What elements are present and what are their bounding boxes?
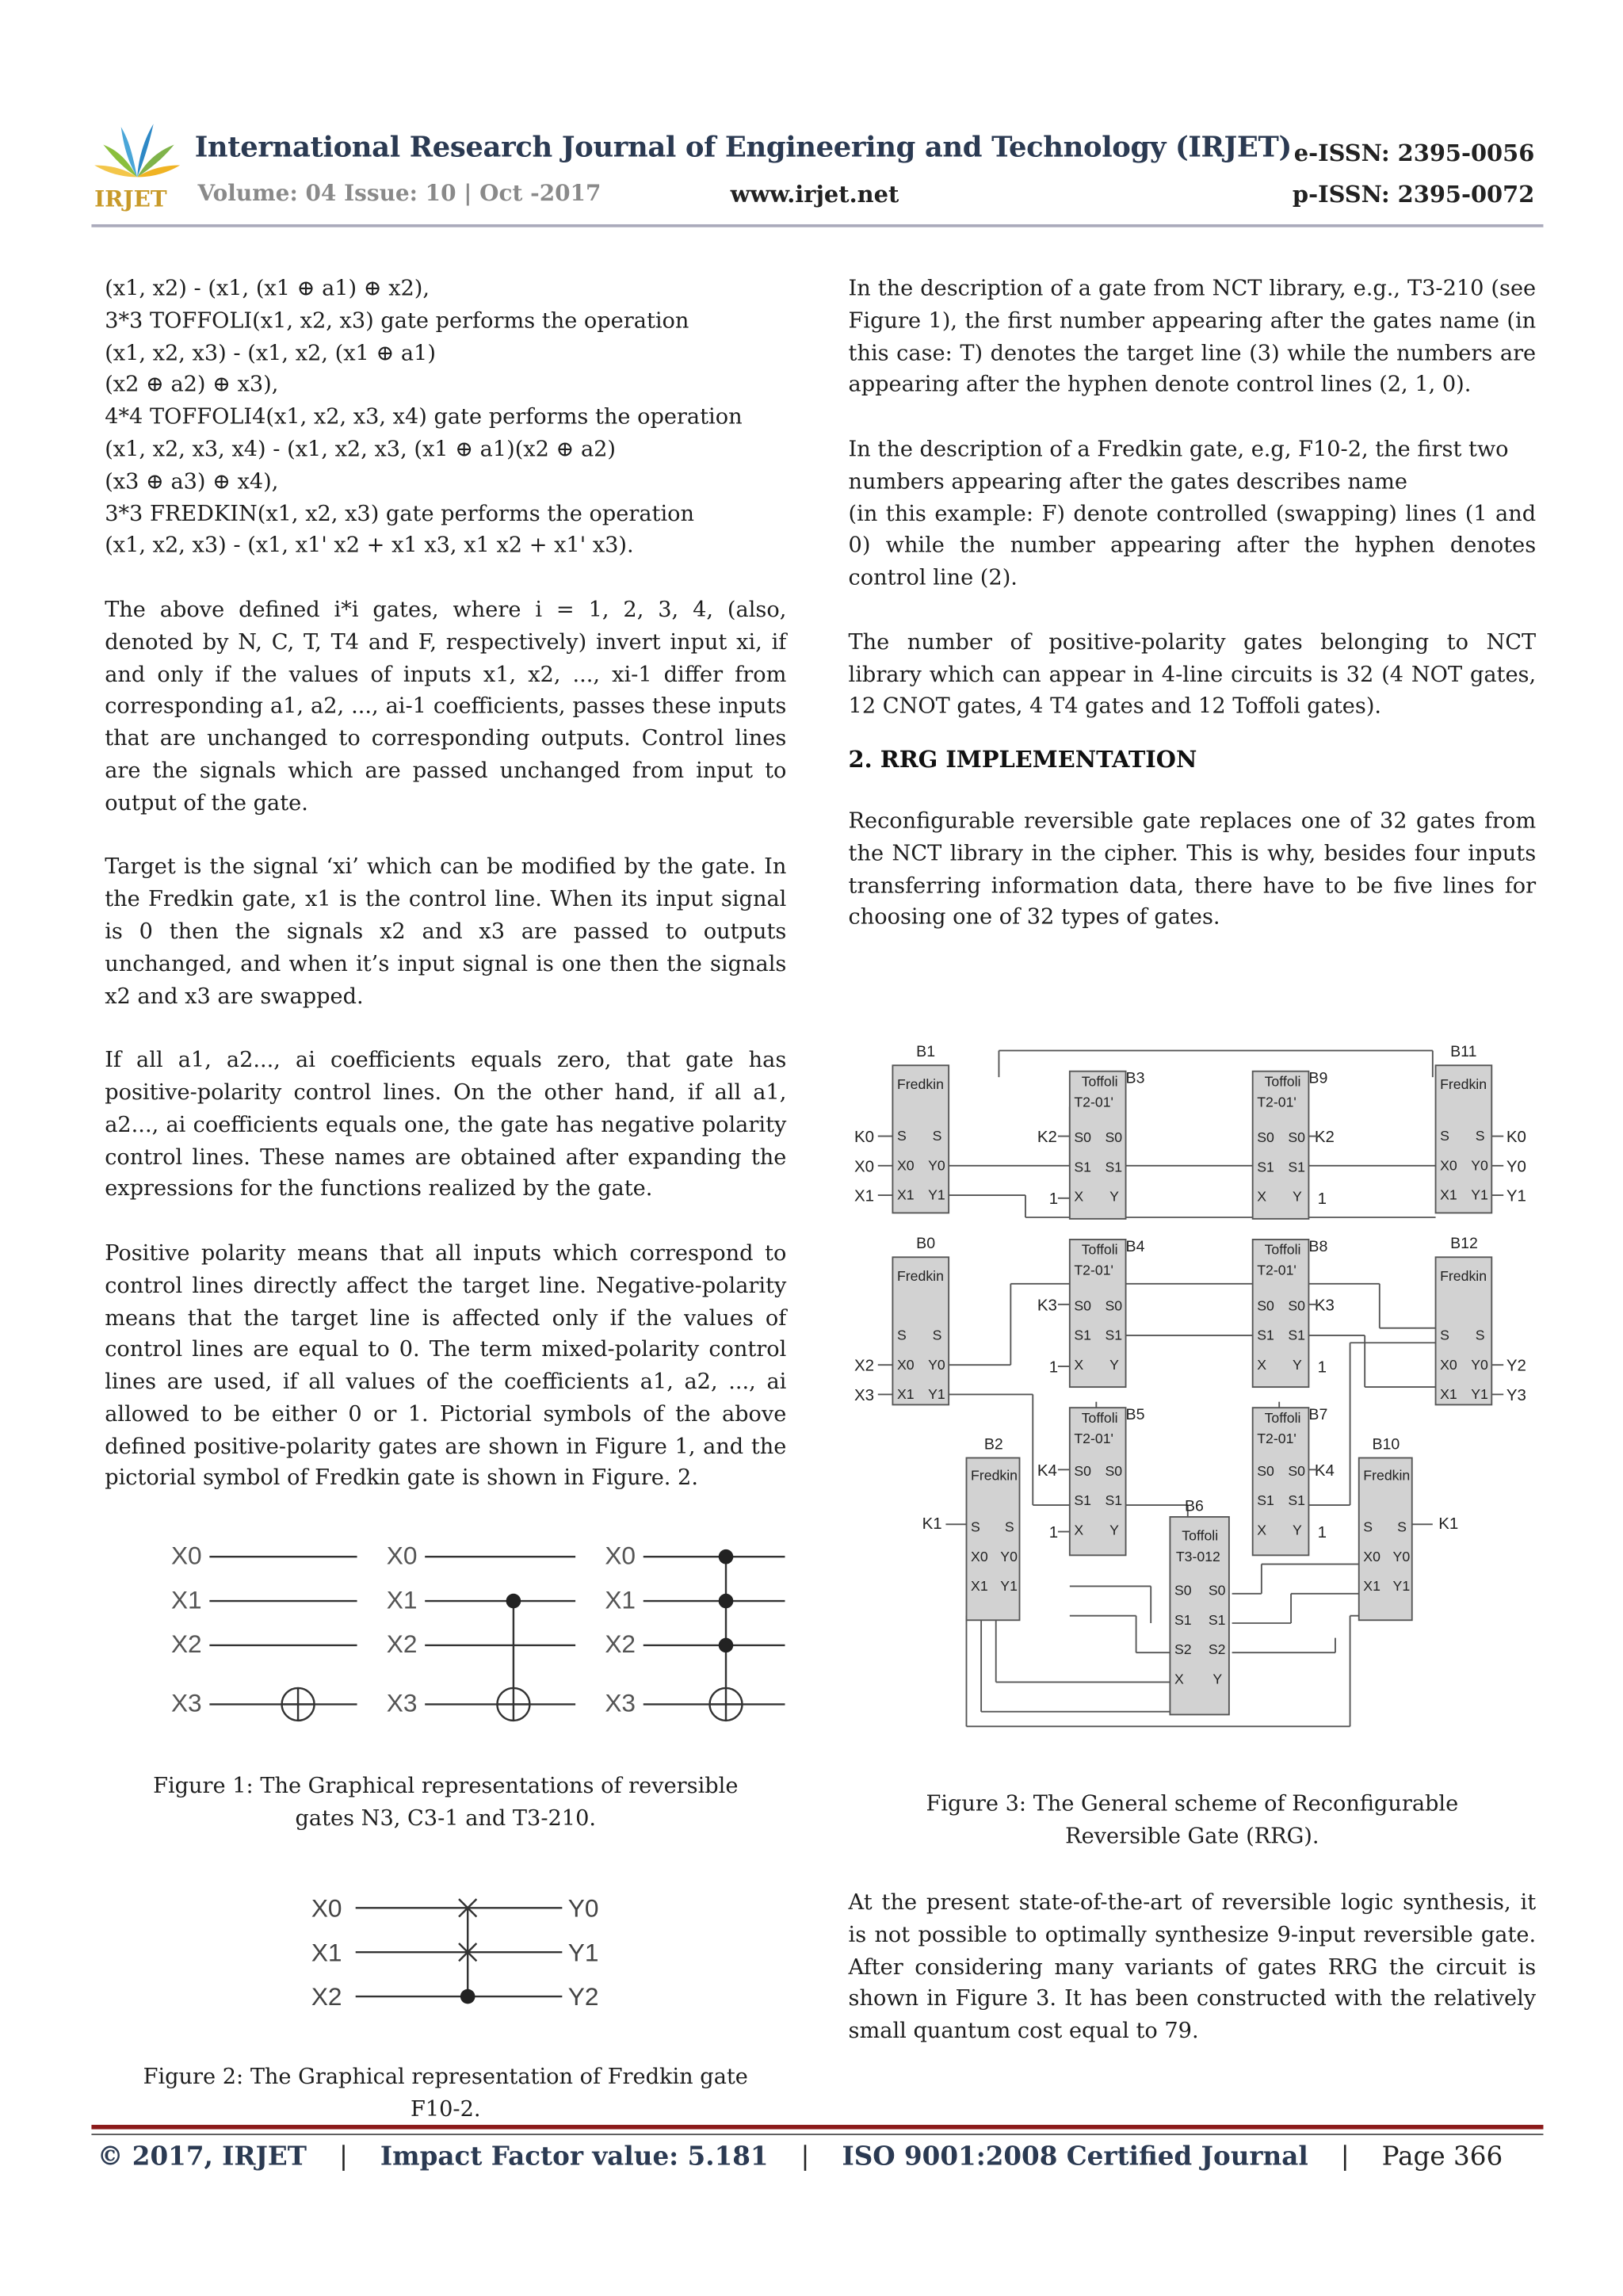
port: X1 [1363,1578,1381,1595]
block-title: Fredkin [896,1076,944,1093]
fig1-label: X2 [170,1629,202,1659]
port: Y0 [1471,1157,1488,1174]
fig1-label: X1 [170,1585,202,1614]
port: S1 [1074,1327,1092,1343]
port: Y [1109,1522,1119,1538]
paragraph: Target is the signal ‘xi’ which can be modified by the gate. In the Fredkin gate, x1 is the control line. When its input signal is 0 then the signals x2 and x3 are passed to outputs unchanged, and when it’s input signal is one then the signals x2 and x3 are swapped. [105,854,787,1009]
port: X [1074,1522,1084,1538]
paragraph: At the present state-of-the-art of reversible logic synthesis, it is not possible to optimally synthesize 9-input reversible gate. After considering many variants of gates RRG the circuit is shown in Figure 3. It has been constructed with the relatively small quantum cost equal to 79. [848,1889,1537,2044]
port: S0 [1105,1129,1123,1146]
e-issn: e-ISSN: 2395-0056 [1293,139,1535,167]
port: Y0 [1392,1548,1411,1564]
port: Y0 [928,1356,945,1373]
fig1-label: X1 [386,1585,418,1614]
block-label: B10 [1372,1435,1400,1454]
paragraph: Reconfigurable reversible gate replaces one of 32 gates from the NCT library in the cipher. This is why, besides four inputs transferring information data, there have to be five lines for choosing one of 32 types of gates. [848,808,1537,930]
right-column-bottom [849,1887,1537,2048]
block-b0-fredkin [854,1235,949,1404]
port: S2 [1208,1641,1226,1658]
port: S0 [1288,1129,1305,1146]
block-subtitle: T2-01' [1074,1094,1113,1110]
figure-3-rrg-scheme [849,1033,1542,1741]
equation-line: 4*4 TOFFOLI4(x1, x2, x3, x4) gate performs the operation [105,404,743,430]
block-label: B6 [1185,1497,1204,1515]
block-label: B12 [1450,1235,1478,1253]
paragraph: The above defined i*i gates, where i = 1, 2, 3, 4, (also, denoted by N, C, T, T4 and F, respectively) invert input xi, if and only if the values of inputs x1, x2, ..., xi-1 differ from corresponding a1, a2, ..., ai-1 coefficients, passes these inputs that are unchanged to corresponding outputs. Control lines are the signals which are passed unchanged from input to output of the gate. [105,597,787,816]
equation-line: (x1, x2, x3) - (x1, x2, (x1 ⊕ a1) [105,340,436,365]
header-divider [91,224,1543,227]
left-column [105,273,786,1495]
signal-label: 1 [1317,1358,1327,1377]
block-title: Fredkin [1440,1268,1487,1285]
port: X [1257,1188,1267,1205]
port: S0 [1288,1462,1305,1479]
caption-line: gates N3, C3-1 and T3-210. [295,1805,597,1832]
port: S [1004,1519,1014,1535]
port: Y0 [928,1157,945,1174]
port: S1 [1105,1327,1123,1343]
fig1-label: X0 [605,1541,636,1570]
port: S0 [1074,1297,1092,1314]
port: X0 [971,1548,988,1564]
port: X [1257,1522,1267,1538]
equation-line: (x1, x2, x3) - (x1, x1' x2 + x1 x3, x1 x2 + x1' x3). [105,533,634,559]
port: X1 [896,1386,915,1403]
signal-label: K4 [1314,1461,1335,1480]
port: X0 [1440,1356,1457,1373]
port: S1 [1074,1159,1092,1175]
block-subtitle: T2-01' [1257,1262,1296,1278]
port: S1 [1288,1492,1305,1509]
figure-3-caption [849,1789,1537,1853]
figure-1-diagram [162,1534,789,1733]
signal-label: K0 [854,1128,875,1147]
signal-label: K1 [922,1514,942,1533]
fig1-label: X2 [386,1629,418,1659]
block-b12-fredkin [1436,1235,1526,1404]
port: S0 [1174,1582,1192,1599]
port: S0 [1257,1129,1274,1146]
block-b2-fredkin [922,1435,1020,1620]
block-subtitle: T3-012 [1175,1548,1220,1564]
port: S [971,1519,980,1535]
block-title: Toffoli [1264,1073,1301,1090]
signal-label: 1 [1317,1190,1327,1209]
port: Y1 [928,1386,945,1403]
footer-divider [91,2125,1543,2130]
port: S [896,1327,907,1343]
fig1-label: X2 [605,1629,636,1659]
paragraph: If all a1, a2..., ai coefficients equals zero, that gate has positive-polarity control lines. On the other hand, if all a1, a2..., ai coefficients equals one, the gate has negative polarity control lines. These names are obtained after expanding the expressions for the functions realized by the gate. [105,1048,787,1202]
paragraph: The number of positive-polarity gates belonging to NCT library which can appear in 4-line circuits is 32 (4 NOT gates, 12 CNOT gates, 4 T4 gates and 12 Toffoli gates). [848,629,1537,720]
equation-line: (x3 ⊕ a3) ⊕ x4), [105,468,279,495]
fig1-label: X3 [605,1688,636,1717]
port: X [1257,1356,1267,1373]
port: S [896,1128,907,1144]
block-label: B5 [1125,1406,1145,1424]
signal-label: K3 [1037,1296,1057,1315]
block-title: Fredkin [1440,1076,1487,1093]
block-b8-toffoli [1253,1238,1335,1387]
block-b1-fredkin [854,1043,949,1213]
figure-2-diagram [303,1881,628,2022]
paragraph: Positive polarity means that all inputs which correspond to control lines directly affect the target line. Negative-polarity means that the target line is affected only if the values of control lines are equal to 0. The term mixed-polarity control lines are used, if all values of the coefficients a1, a2, ..., ai allowed to be either 0 or 1. Pictorial symbols of the above defined positive-polarity gates are shown in Figure 1, and the pictorial symbol of Fredkin gate is shown in Figure. 2. [105,1240,787,1492]
signal-label: X1 [854,1186,875,1205]
signal-label: X3 [854,1385,875,1404]
block-label: B7 [1308,1406,1328,1424]
port: X [1074,1188,1084,1205]
signal-label: Y2 [1506,1356,1526,1375]
footer-impact-factor: Impact Factor value: 5.181 [380,2142,769,2172]
journal-website: www.irjet.net [730,180,899,208]
signal-label: K2 [1314,1128,1335,1147]
fig1-label: X3 [386,1688,418,1717]
fig1-label: X3 [170,1688,202,1717]
signal-label: K1 [1438,1514,1459,1533]
block-b11-fredkin [1436,1043,1526,1213]
equation-line: 3*3 TOFFOLI(x1, x2, x3) gate performs the operation [105,308,689,334]
port: Y [1109,1188,1119,1205]
port: Y [1292,1522,1302,1538]
port: X1 [971,1578,988,1595]
fig2-out-label: Y2 [567,1982,599,2011]
block-title: Toffoli [1081,1241,1118,1258]
paragraph: (in this example: F) denote controlled (swapping) lines (1 and 0) while the number appearing after the hyphen denotes control line (2). [848,501,1537,591]
port: S0 [1288,1297,1305,1314]
signal-label: Y0 [1506,1157,1526,1176]
fig2-in-label: X1 [311,1938,342,1967]
equation-line: (x1, x2) - (x1, (x1 ⊕ a1) ⊕ x2), [105,276,430,301]
footer-divider [91,2134,1543,2135]
port: Y [1212,1671,1223,1687]
block-subtitle: T2-01' [1257,1430,1296,1446]
section-heading: 2. RRG IMPLEMENTATION [848,745,1197,774]
port: S1 [1288,1159,1305,1175]
journal-title: International Research Journal of Engineering and Technology (IRJET) [194,131,1292,164]
signal-label: X2 [854,1356,875,1375]
port: X [1174,1671,1184,1687]
caption-line: Figure 2: The Graphical representation of Fredkin gate [143,2064,748,2090]
port: S [1397,1519,1407,1535]
port: S [1363,1519,1373,1535]
port: X0 [896,1157,915,1174]
port: X [1074,1356,1084,1373]
logo-text: IRJET [94,185,167,212]
block-label: B2 [983,1435,1003,1454]
port: S0 [1257,1462,1274,1479]
footer-copyright: © 2017, IRJET [97,2142,307,2172]
port: S0 [1105,1462,1123,1479]
footer-iso: ISO 9001:2008 Certified Journal [842,2142,1308,2172]
equation-line: 3*3 FREDKIN(x1, x2, x3) gate performs the operation [105,501,695,526]
caption-line: F10-2. [410,2096,481,2122]
paragraph: In the description of a gate from NCT library, e.g., T3-210 (see Figure 1), the first number appearing after the gates name (in this case: T) denotes the target line (3) while the numbers are appearing after the hyphen denote control lines (2, 1, 0). [848,276,1537,398]
port: S1 [1074,1492,1092,1509]
port: S [932,1327,942,1343]
block-b5-toffoli [1037,1406,1145,1555]
port: Y1 [928,1186,945,1203]
port: S1 [1208,1611,1226,1628]
port: S [1475,1327,1485,1343]
block-subtitle: T2-01' [1074,1430,1113,1446]
port: Y1 [1471,1386,1488,1403]
block-label: B9 [1308,1069,1328,1087]
paragraph: In the description of a Fredkin gate, e.g, F10-2, the first two numbers appearing after the gates describes name [848,437,1509,495]
port: S [1475,1128,1485,1144]
caption-line: Figure 1: The Graphical representations of reversible [153,1773,739,1799]
block-label: B0 [916,1235,936,1253]
caption-line: Reversible Gate (RRG). [1065,1823,1319,1849]
block-label: B1 [916,1043,936,1061]
port: X1 [1440,1386,1457,1403]
right-column [849,273,1537,934]
page-number: Page 366 [1381,2142,1503,2172]
port: Y1 [1392,1578,1411,1595]
port: S0 [1257,1297,1274,1314]
equation-line: (x1, x2, x3, x4) - (x1, x2, x3, (x1 ⊕ a1)(x2 ⊕ a2) [105,437,617,462]
port: S0 [1074,1129,1092,1146]
signal-label: X0 [854,1157,875,1176]
block-title: Fredkin [896,1268,944,1285]
equation-line: (x2 ⊕ a2) ⊕ x3), [105,372,279,398]
signal-label: Y1 [1506,1186,1526,1205]
block-label: B4 [1125,1237,1145,1255]
port: S0 [1208,1582,1226,1599]
signal-label: Y3 [1506,1385,1526,1404]
block-b3-toffoli [1037,1070,1145,1219]
block-label: B8 [1308,1237,1328,1255]
block-title: Fredkin [1363,1467,1411,1484]
figure-2-caption [105,2061,786,2126]
port: S0 [1105,1297,1123,1314]
signal-label: K4 [1037,1461,1057,1480]
signal-label: K2 [1037,1128,1057,1147]
block-title: Toffoli [1264,1241,1301,1258]
fig1-label: X0 [170,1541,202,1570]
irjet-logo [91,118,182,216]
port: X0 [896,1356,915,1373]
port: Y1 [1471,1186,1488,1203]
fig1-label: X1 [605,1585,636,1614]
block-label: B11 [1450,1043,1477,1061]
caption-line: Figure 3: The General scheme of Reconfigurable [926,1791,1459,1817]
port: S [932,1128,942,1144]
port: Y [1109,1356,1119,1373]
fig2-in-label: X2 [311,1982,342,2011]
signal-label: K0 [1506,1128,1526,1147]
fig2-out-label: Y1 [567,1938,599,1967]
signal-label: K3 [1314,1296,1335,1315]
port: X1 [1440,1186,1457,1203]
port: Y [1292,1188,1302,1205]
port: S [1440,1327,1449,1343]
block-b6-toffoli [1170,1498,1228,1715]
signal-label: 1 [1048,1358,1059,1377]
port: S1 [1257,1159,1274,1175]
block-title: Toffoli [1264,1409,1301,1426]
block-title: Toffoli [1081,1409,1118,1426]
block-label: B3 [1125,1069,1145,1087]
port: Y0 [1471,1356,1488,1373]
port: X0 [1363,1548,1381,1564]
block-b10-fredkin [1359,1435,1459,1620]
block-title: Fredkin [971,1467,1018,1484]
port: S1 [1174,1611,1192,1628]
port: S2 [1174,1641,1192,1658]
block-title: Toffoli [1081,1073,1118,1090]
signal-label: 1 [1048,1190,1059,1209]
port: S0 [1074,1462,1092,1479]
port: Y [1292,1356,1302,1373]
port: S1 [1105,1492,1123,1509]
fig1-label: X0 [386,1541,418,1570]
block-b4-toffoli [1037,1238,1145,1387]
port: S1 [1288,1327,1305,1343]
p-issn: p-ISSN: 2395-0072 [1292,180,1535,208]
port: S [1440,1128,1449,1144]
port: S1 [1257,1327,1274,1343]
port: S1 [1105,1159,1123,1175]
volume-issue: Volume: 04 Issue: 10 | Oct -2017 [197,180,601,207]
port: Y1 [1000,1578,1018,1595]
fig2-in-label: X0 [311,1893,342,1923]
signal-label: 1 [1317,1523,1327,1542]
port: X0 [1440,1157,1457,1174]
block-b9-toffoli [1253,1070,1335,1219]
block-subtitle: T2-01' [1074,1262,1113,1278]
fig2-out-label: Y0 [567,1893,599,1923]
signal-label: 1 [1048,1523,1059,1542]
port: S1 [1257,1492,1274,1509]
port: X1 [896,1186,915,1203]
port: Y0 [1000,1548,1018,1564]
footer: © 2017, IRJET | Impact Factor value: 5.181 | ISO 9001:2008 Certified Journal | Page 366 [97,2142,1503,2172]
figure-1-caption [105,1771,786,1835]
block-subtitle: T2-01' [1257,1094,1296,1110]
block-title: Toffoli [1182,1527,1219,1544]
block-b7-toffoli [1253,1406,1335,1555]
